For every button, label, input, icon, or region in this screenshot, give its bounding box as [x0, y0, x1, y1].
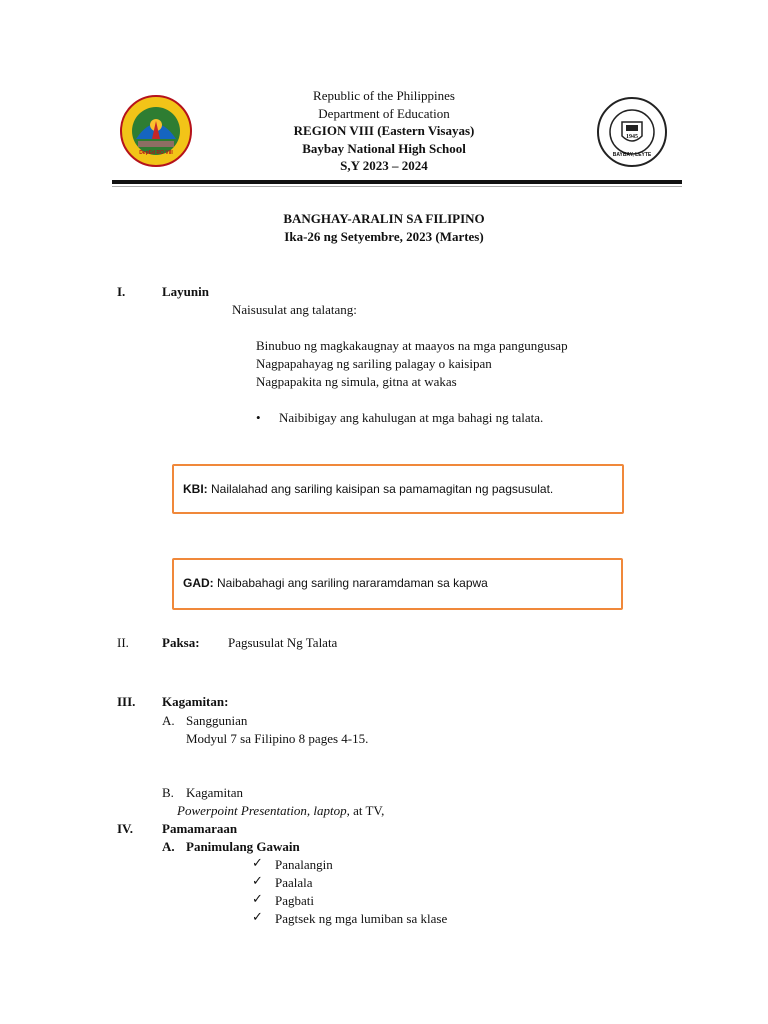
right-logo-bottom-text: BAYBAY, LEYTE	[612, 152, 652, 158]
checklist-item: Pagbati	[275, 893, 314, 908]
header-school: Baybay National High School	[302, 141, 466, 156]
section1-numeral: I.	[117, 284, 126, 299]
objective-item: Nagpapakita ng simula, gitna at wakas	[256, 374, 457, 389]
checklist-item: Panalangin	[275, 857, 333, 872]
kbi-label: KBI:	[183, 482, 208, 496]
objective-item: Binubuo ng magkakaugnay at maayos na mga pangungusap	[256, 338, 568, 353]
header-school-year: S,Y 2023 – 2024	[340, 158, 428, 173]
section4-a-letter: A.	[162, 839, 175, 854]
section3-b-italic: Powerpoint Presentation, laptop,	[177, 803, 350, 818]
checklist-item: Paalala	[275, 875, 313, 890]
section3-a-label: Sanggunian	[186, 713, 248, 728]
header-department: Department of Education	[318, 106, 450, 121]
header-divider	[112, 180, 682, 184]
checkmark-icon: ✓	[252, 873, 263, 888]
section1-heading: Layunin	[162, 284, 209, 299]
section4-a-label: Panimulang Gawain	[186, 839, 300, 854]
checkmark-icon: ✓	[252, 891, 263, 906]
section1-intro: Naisusulat ang talatang:	[232, 302, 357, 317]
header-region: REGION VIII (Eastern Visayas)	[293, 123, 475, 138]
checkmark-icon: ✓	[252, 855, 263, 870]
checkmark-icon: ✓	[252, 909, 263, 924]
section3-numeral: III.	[117, 694, 136, 709]
header-republic: Republic of the Philippines	[313, 88, 455, 103]
section4-heading: Pamamaraan	[162, 821, 238, 836]
section3-a-value: Modyul 7 sa Filipino 8 pages 4-15.	[186, 731, 369, 746]
section3-a-letter: A.	[162, 713, 175, 728]
section3-b-rest: at TV,	[349, 803, 385, 818]
section3-b-letter: B.	[162, 785, 174, 800]
gad-label: GAD:	[183, 576, 214, 590]
document-title: BANGHAY-ARALIN SA FILIPINO	[283, 211, 485, 226]
kbi-box	[172, 464, 624, 514]
section3-heading: Kagamitan:	[162, 694, 229, 709]
section4-numeral: IV.	[117, 821, 134, 836]
gad-box	[172, 558, 623, 610]
objective-item: Nagpapahayag ng sariling palagay o kaisipan	[256, 356, 492, 371]
section2-numeral: II.	[117, 635, 129, 650]
section3-b-label: Kagamitan	[186, 785, 244, 800]
section3-b-value	[177, 802, 384, 820]
kbi-text: Nailalahad ang sariling kaisipan sa pamamagitan ng pagsusulat.	[211, 482, 554, 496]
section2-value: Pagsusulat Ng Talata	[228, 635, 338, 650]
header-divider-shadow	[112, 186, 682, 187]
left-logo-bottom-text: DepEd RO VIII	[139, 150, 173, 156]
document-date: Ika-26 ng Setyembre, 2023 (Martes)	[284, 229, 484, 244]
gad-text: Naibabahagi ang sariling nararamdaman sa kapwa	[217, 576, 488, 590]
right-logo-year: 1945	[626, 134, 638, 140]
objective-bullet-item: Naibibigay ang kahulugan at mga bahagi ng talata.	[279, 410, 544, 425]
bullet-icon: •	[256, 410, 261, 425]
checklist-item: Pagtsek ng mga lumiban sa klase	[275, 911, 448, 926]
section2-heading: Paksa:	[162, 635, 200, 650]
